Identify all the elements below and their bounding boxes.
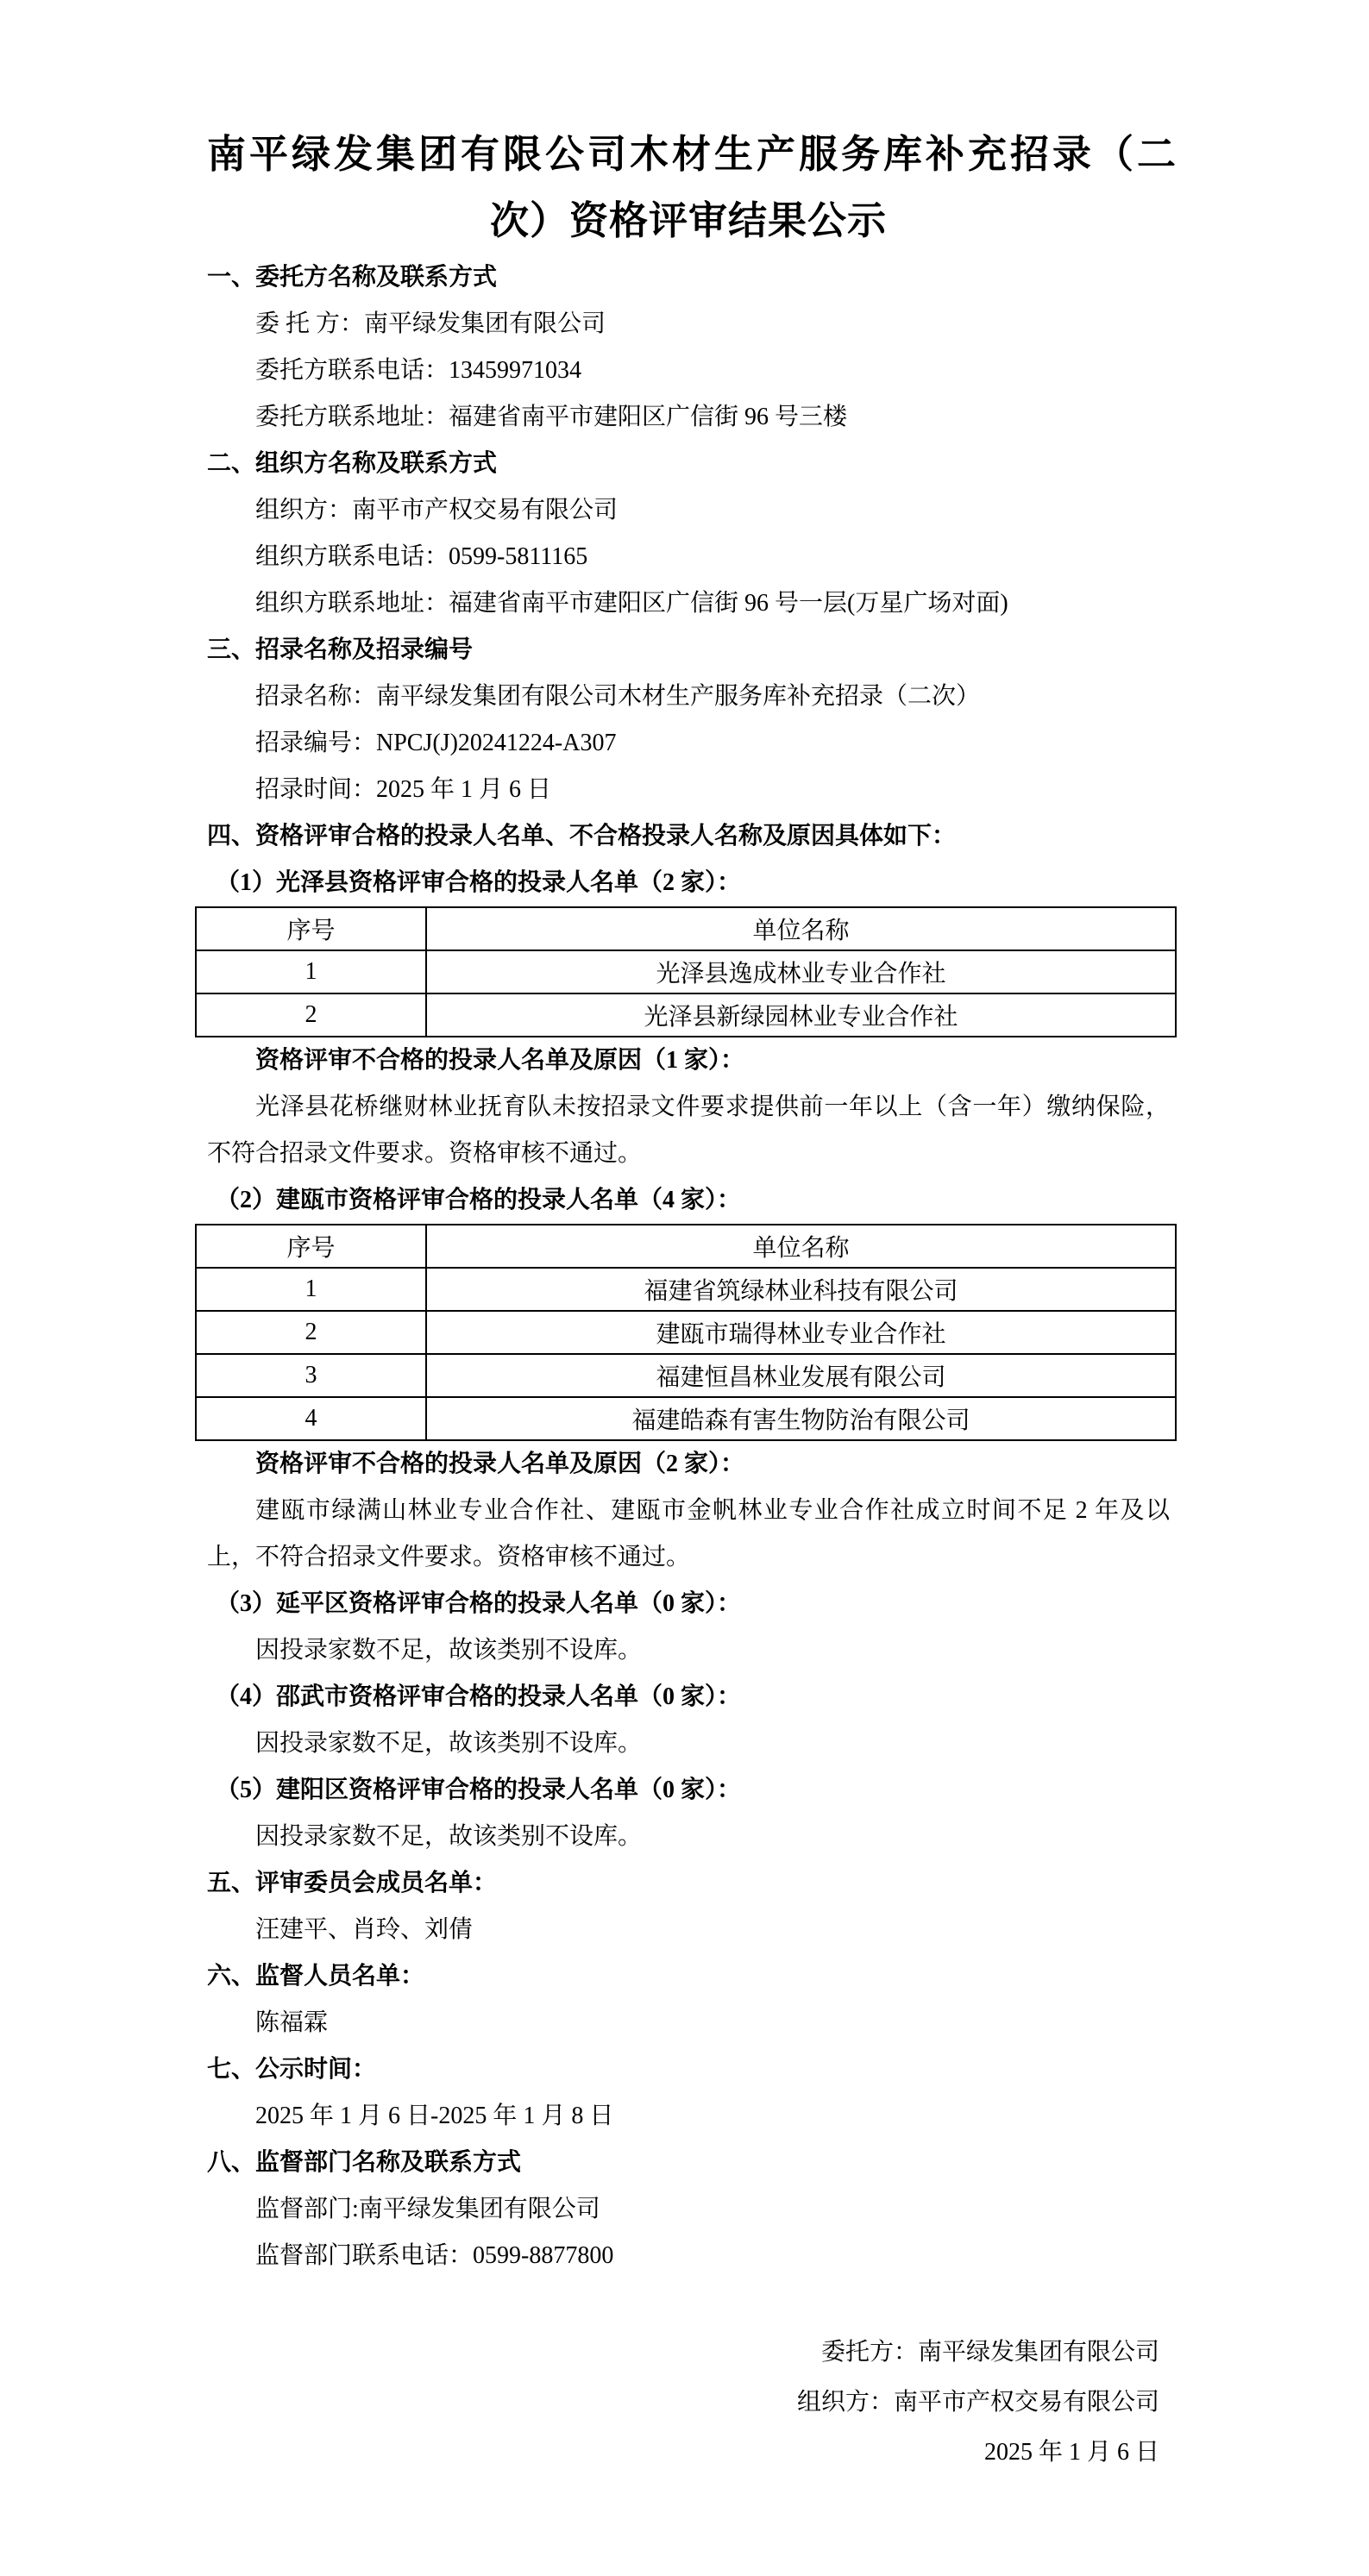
group-1-fail-reason: 光泽县花桥继财林业抚育队未按招录文件要求提供前一年以上（含一年）缴纳保险，不符合招录文件要求。资格审核不通过。 [207, 1094, 1170, 1167]
document-title [207, 122, 1180, 254]
table-header-index: 序号 [196, 1225, 426, 1268]
organizer-address-line: 组织方联系地址：福建省南平市建阳区广信街 96 号一层(万星广场对面) [255, 590, 1008, 617]
supervision-dept-phone-line: 监督部门联系电话：0599-8877800 [255, 2242, 614, 2269]
table-row [196, 1311, 1176, 1354]
unit-name: 福建省筑绿林业科技有限公司 [426, 1268, 1176, 1311]
title-line-1: 南平绿发集团有限公司木材生产服务库补充招录（二 [207, 133, 1180, 176]
row-index: 3 [196, 1354, 426, 1397]
client-name-line: 委 托 方：南平绿发集团有限公司 [255, 310, 606, 337]
unit-name: 福建皓森有害生物防治有限公司 [426, 1397, 1176, 1440]
signature-organizer-line: 组织方：南平市产权交易有限公司 [796, 2389, 1159, 2416]
group-2-fail-heading: 资格评审不合格的投录人名单及原因（2 家）： [255, 1451, 745, 1477]
group-1-fail-heading: 资格评审不合格的投录人名单及原因（1 家）： [255, 1047, 745, 1074]
supervision-dept-line: 监督部门:南平绿发集团有限公司 [255, 2196, 600, 2222]
section-8-heading: 八、监督部门名称及联系方式 [207, 2149, 522, 2176]
unit-name: 光泽县逸成林业专业合作社 [426, 950, 1176, 993]
table-row [196, 993, 1176, 1037]
client-address-line: 委托方联系地址：福建省南平市建阳区广信街 96 号三楼 [255, 404, 848, 430]
unit-name: 光泽县新绿园林业专业合作社 [426, 993, 1176, 1037]
client-phone-line: 委托方联系电话：13459971034 [255, 357, 582, 384]
row-index: 4 [196, 1397, 426, 1440]
row-index: 2 [196, 993, 426, 1037]
signature-client-line: 委托方：南平绿发集团有限公司 [820, 2339, 1159, 2366]
section-7-heading: 七、公示时间： [207, 2056, 377, 2083]
section-2-heading: 二、组织方名称及联系方式 [207, 450, 498, 477]
section-4-heading: 四、资格评审合格的投录人名单、不合格投录人名称及原因具体如下： [207, 823, 957, 849]
group-5-heading: （5）建阳区资格评审合格的投录人名单（0 家）： [216, 1777, 742, 1803]
table-header-row [196, 907, 1176, 950]
group-2-fail-reason: 建瓯市绿满山林业专业合作社、建瓯市金帆林业专业合作社成立时间不足 2 年及以上，不符合招录文件要求。资格审核不通过。 [207, 1497, 1170, 1570]
row-index: 1 [196, 950, 426, 993]
jianou-qualified-table [195, 1224, 1177, 1441]
table-row [196, 1354, 1176, 1397]
group-3-heading: （3）延平区资格评审合格的投录人名单（0 家）： [216, 1590, 742, 1617]
table-header-index: 序号 [196, 907, 426, 950]
section-5-heading: 五、评审委员会成员名单： [207, 1870, 498, 1896]
committee-members-line: 汪建平、肖玲、刘倩 [255, 1916, 474, 1943]
group-3-note: 因投录家数不足，故该类别不设库。 [255, 1637, 643, 1664]
recruit-date-line: 招录时间：2025 年 1 月 6 日 [255, 776, 552, 803]
supervisor-name-line: 陈福霖 [255, 2009, 329, 2036]
recruit-number-line: 招录编号：NPCJ(J)20241224-A307 [255, 730, 617, 756]
guangze-qualified-table [195, 906, 1177, 1037]
publicity-period-line: 2025 年 1 月 6 日-2025 年 1 月 8 日 [255, 2103, 614, 2129]
unit-name: 建瓯市瑞得林业专业合作社 [426, 1311, 1176, 1354]
table-row [196, 950, 1176, 993]
section-3-heading: 三、招录名称及招录编号 [207, 636, 474, 663]
unit-name: 福建恒昌林业发展有限公司 [426, 1354, 1176, 1397]
title-line-2: 次）资格评审结果公示 [489, 199, 887, 242]
signature-block [207, 2328, 1170, 2478]
table-header-unit-name: 单位名称 [426, 1225, 1176, 1268]
signature-date-line: 2025 年 1 月 6 日 [983, 2439, 1159, 2466]
organizer-phone-line: 组织方联系电话：0599-5811165 [255, 543, 588, 570]
group-5-note: 因投录家数不足，故该类别不设库。 [255, 1823, 643, 1850]
recruit-name-line: 招录名称：南平绿发集团有限公司木材生产服务库补充招录（二次） [255, 683, 981, 710]
row-index: 2 [196, 1311, 426, 1354]
table-row [196, 1397, 1176, 1440]
section-6-heading: 六、监督人员名单： [207, 1963, 425, 1990]
table-header-unit-name: 单位名称 [426, 907, 1176, 950]
row-index: 1 [196, 1268, 426, 1311]
group-2-heading: （2）建瓯市资格评审合格的投录人名单（4 家）： [216, 1187, 742, 1213]
group-4-note: 因投录家数不足，故该类别不设库。 [255, 1730, 643, 1757]
table-row [196, 1268, 1176, 1311]
table-header-row [196, 1225, 1176, 1268]
section-1-heading: 一、委托方名称及联系方式 [207, 264, 498, 291]
group-4-heading: （4）邵武市资格评审合格的投录人名单（0 家）： [216, 1683, 742, 1710]
organizer-name-line: 组织方：南平市产权交易有限公司 [255, 497, 619, 523]
group-1-heading: （1）光泽县资格评审合格的投录人名单（2 家）： [216, 869, 742, 896]
